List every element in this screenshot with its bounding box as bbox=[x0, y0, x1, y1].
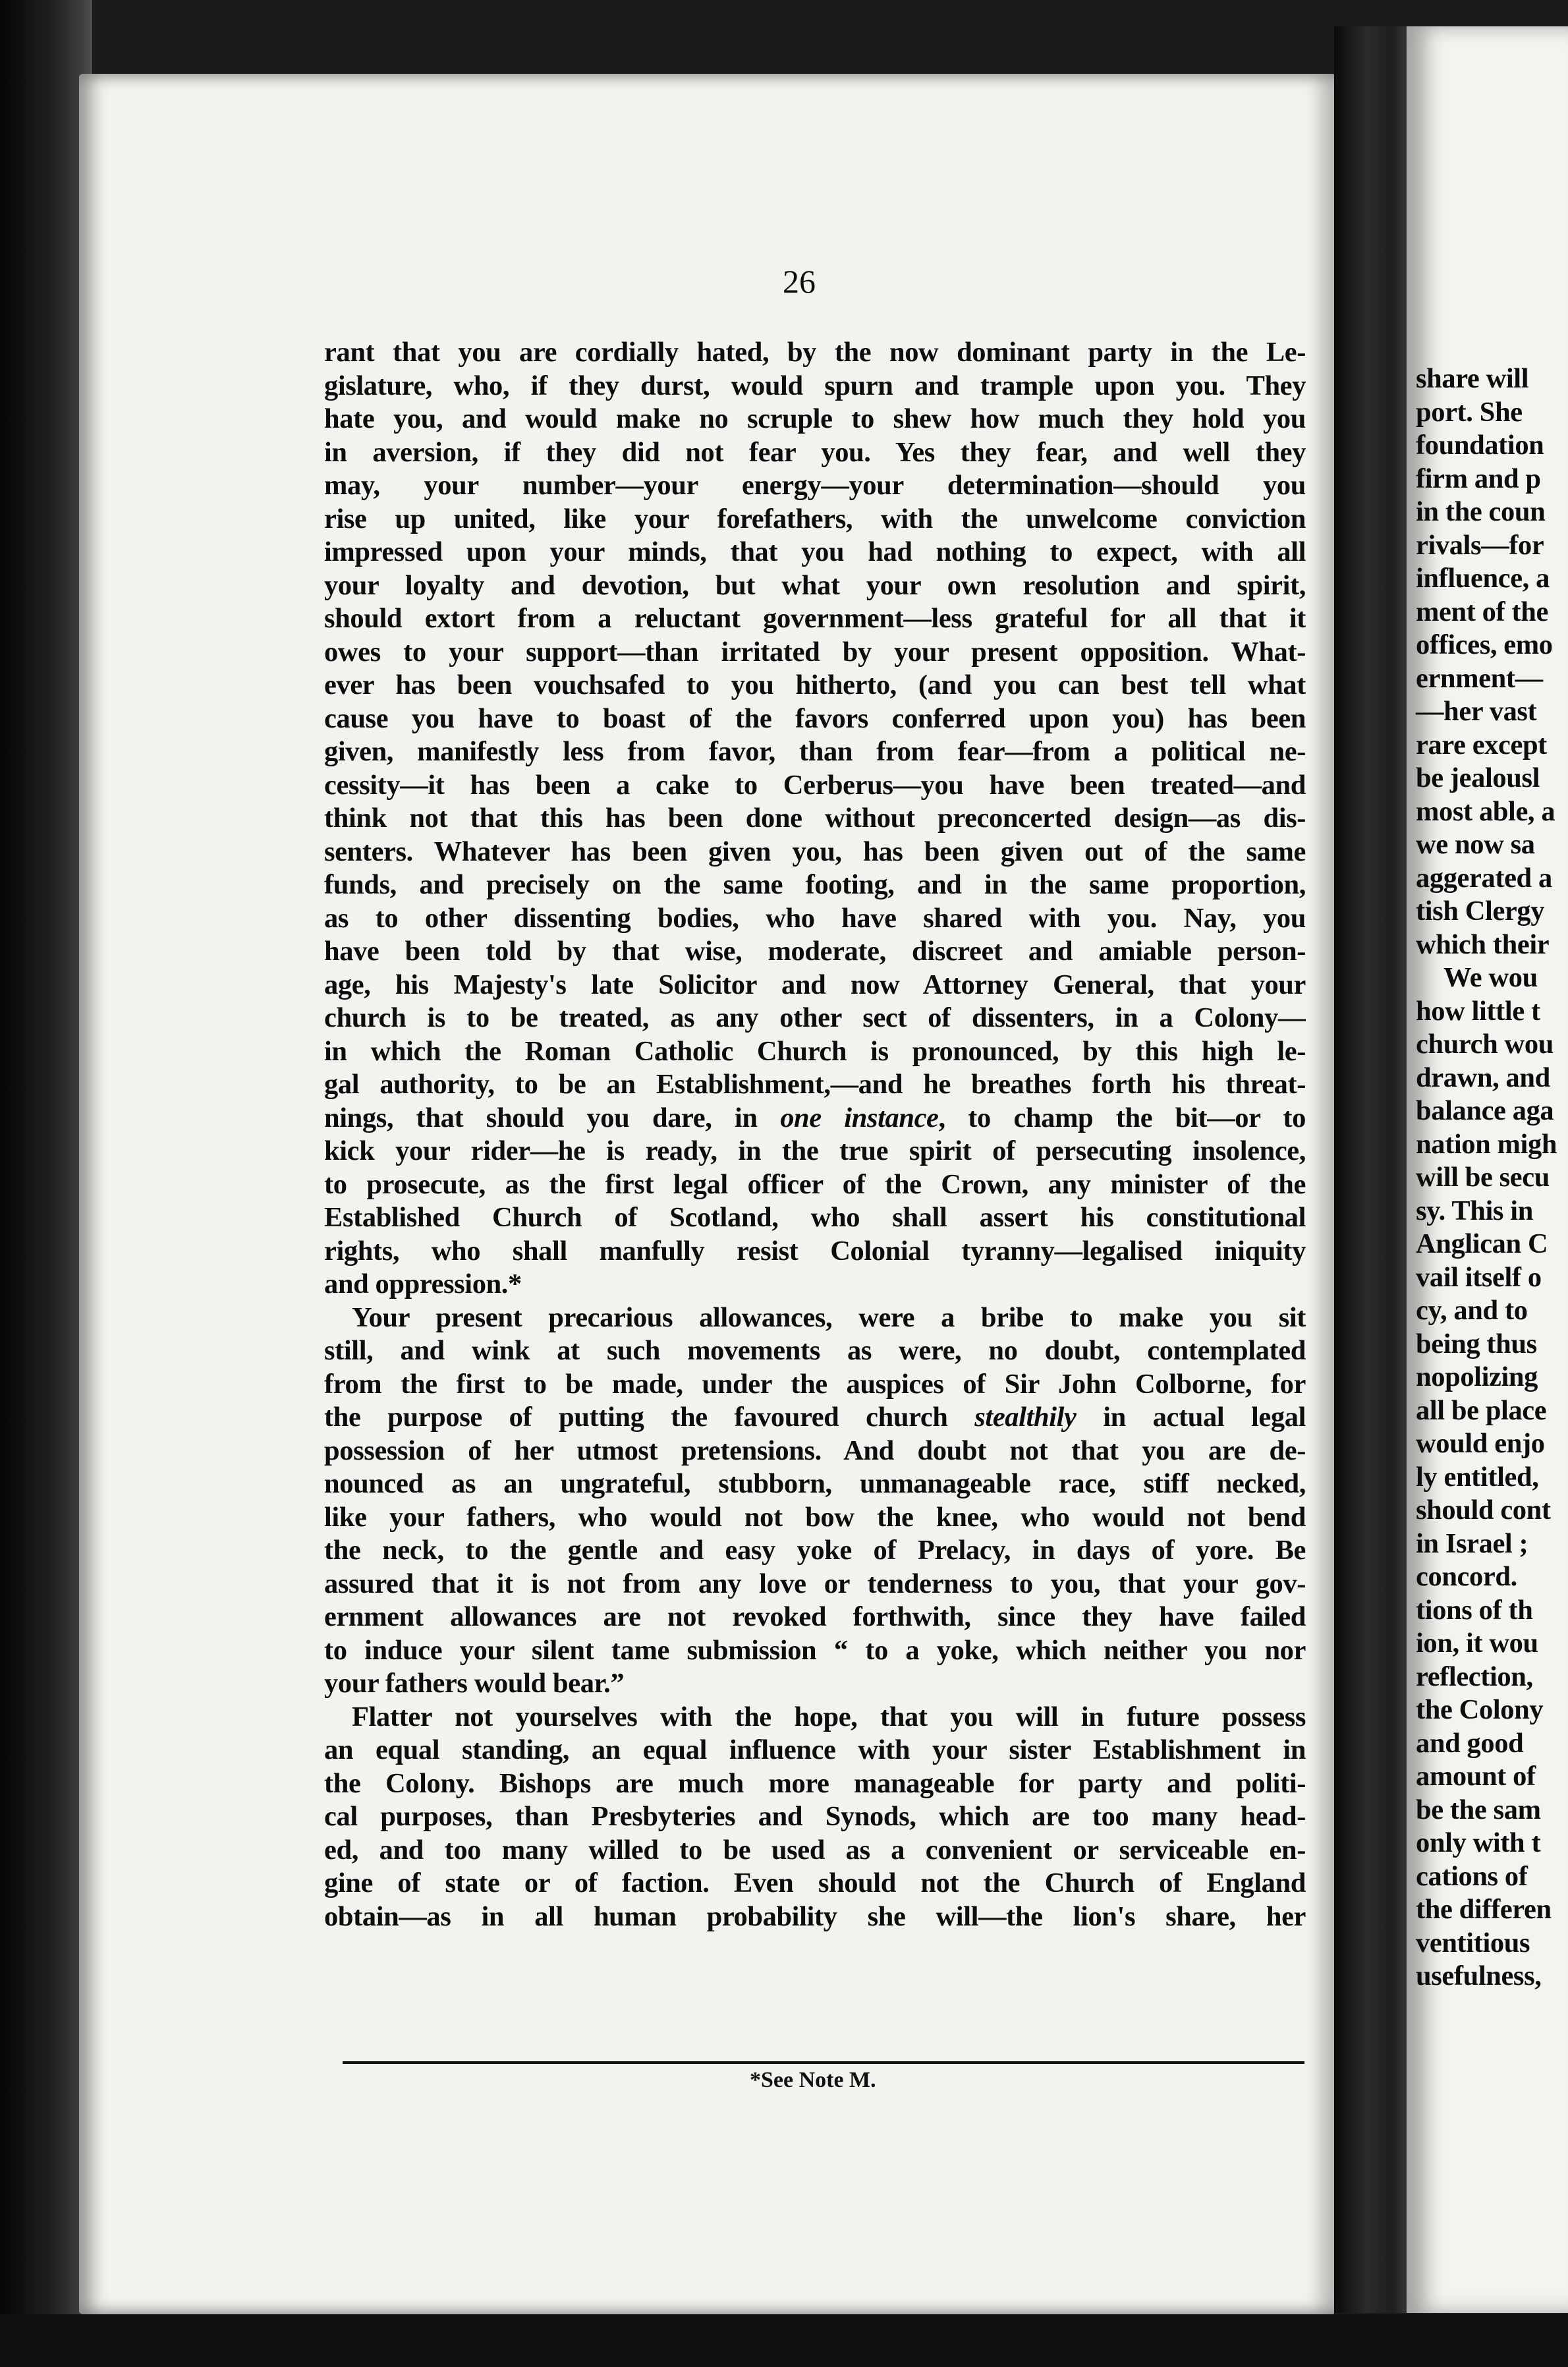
facing-text-line: ion, it wou bbox=[1416, 1628, 1538, 1659]
facing-text-line: We wou bbox=[1443, 962, 1538, 993]
facing-text-line: most able, a bbox=[1416, 795, 1555, 827]
footnote-rule bbox=[343, 2061, 1304, 2064]
facing-text-line: would enjo bbox=[1416, 1428, 1545, 1459]
facing-text-line: ment of the bbox=[1416, 596, 1548, 627]
text-line: the Colony. Bishops are much more manageable for party and politi- bbox=[324, 1767, 1306, 1799]
italic-text: one instance bbox=[780, 1102, 939, 1133]
facing-text-line: port. She bbox=[1416, 396, 1523, 428]
facing-text-line: vail itself o bbox=[1416, 1261, 1542, 1293]
text-line: Established Church of Scotland, who shall assert his constitutional bbox=[324, 1202, 1306, 1233]
text-line: ernment allowances are not revoked forthwith, since they have failed bbox=[324, 1601, 1306, 1632]
footnote: *See Note M. bbox=[750, 2068, 876, 2092]
facing-page-text bbox=[1416, 362, 1568, 1993]
facing-text-line: we now sa bbox=[1416, 829, 1535, 860]
facing-text-line: church wou bbox=[1416, 1029, 1554, 1060]
facing-text-line: reflection, bbox=[1416, 1661, 1533, 1692]
facing-text-line: how little t bbox=[1416, 995, 1540, 1027]
text-line: Flatter not yourselves with the hope, that you will in future possess bbox=[352, 1701, 1306, 1732]
facing-text-line: rare except bbox=[1416, 729, 1547, 760]
text-line: assured that it is not from any love or tenderness to you, that your gov- bbox=[324, 1568, 1306, 1599]
text-line: your fathers would bear.” bbox=[324, 1668, 625, 1699]
text-line: like your fathers, who would not bow the knee, who would not bend bbox=[324, 1501, 1306, 1533]
text-line: in aversion, if they did not fear you. Yes they fear, and well they bbox=[324, 436, 1306, 468]
text-line: church is to be treated, as any other sect of dissenters, in a Colony— bbox=[324, 1002, 1306, 1033]
text-line: possession of her utmost pretensions. And doubt not that you are de- bbox=[324, 1435, 1306, 1466]
text-line: should extort from a reluctant government—less grateful for all that it bbox=[324, 603, 1306, 634]
text-line: owes to your support—than irritated by your present opposition. What- bbox=[324, 636, 1306, 668]
facing-text-line: ventitious bbox=[1416, 1927, 1530, 1958]
facing-text-line: foundation bbox=[1416, 430, 1544, 461]
facing-text-line: nation migh bbox=[1416, 1128, 1557, 1160]
text-line: age, his Majesty's late Solicitor and now Attorney General, that your bbox=[324, 969, 1306, 1000]
text-line: nounced as an ungrateful, stubborn, unmanageable race, stiff necked, bbox=[324, 1468, 1306, 1499]
text-segment: in actual legal bbox=[1076, 1402, 1306, 1433]
facing-text-line: tions of th bbox=[1416, 1594, 1533, 1626]
text-line: gine of state or of faction. Even should not the Church of England bbox=[324, 1868, 1306, 1898]
text-line bbox=[324, 1401, 1306, 1435]
text-line: may, your number—your energy—your determination—should you bbox=[324, 470, 1306, 501]
text-line: gal authority, to be an Establishment,—and he breathes forth his threat- bbox=[324, 1069, 1306, 1100]
facing-text-line: be jealousl bbox=[1416, 762, 1540, 793]
facing-text-line: concord. bbox=[1416, 1561, 1517, 1592]
text-line: obtain—as in all human probability she will—the lion's share, her bbox=[324, 1900, 1306, 1932]
text-segment: , to champ the bit—or to bbox=[938, 1102, 1306, 1133]
facing-text-line: firm and p bbox=[1416, 463, 1541, 494]
text-line: rant that you are cordially hated, by the now dominant party in the Le- bbox=[324, 337, 1306, 368]
facing-text-line: sy. This in bbox=[1416, 1195, 1533, 1226]
text-line: and oppression.* bbox=[324, 1269, 522, 1299]
text-line: as to other dissenting bodies, who have shared with you. Nay, you bbox=[324, 902, 1306, 934]
facing-text-line: aggerated a bbox=[1416, 862, 1552, 894]
facing-text-line: cations of bbox=[1416, 1860, 1528, 1892]
text-line: senters. Whatever has been given you, has been given out of the same bbox=[324, 836, 1306, 867]
text-line: the neck, to the gentle and easy yoke of Prelacy, in days of yore. Be bbox=[324, 1535, 1306, 1566]
text-line: ed, and too many willed to be used as a convenient or serviceable en- bbox=[324, 1834, 1306, 1866]
facing-text-line: will be secu bbox=[1416, 1162, 1550, 1193]
scan-bottom-edge bbox=[0, 2314, 1568, 2367]
text-line: gislature, who, if they durst, would spurn and trample upon you. They bbox=[324, 370, 1306, 401]
facing-text-line: tish Clergy bbox=[1416, 896, 1545, 927]
text-line: have been told by that wise, moderate, discreet and amiable person- bbox=[324, 936, 1306, 967]
text-line: funds, and precisely on the same footing, and in the same proportion, bbox=[324, 869, 1306, 900]
text-line: think not that this has been done without preconcerted design—as dis- bbox=[324, 803, 1306, 834]
facing-text-line: usefulness, bbox=[1416, 1960, 1542, 1991]
facing-text-line: share will bbox=[1416, 363, 1529, 394]
text-line: rights, who shall manfully resist Colonial tyranny—legalised iniquity bbox=[324, 1235, 1306, 1267]
facing-text-line: —her vast bbox=[1416, 696, 1537, 727]
facing-text-line: and good bbox=[1416, 1727, 1524, 1759]
facing-text-line: balance aga bbox=[1416, 1095, 1554, 1126]
text-segment: nings, that should you dare, in bbox=[324, 1102, 781, 1133]
text-line: from the first to be made, under the auspices of Sir John Colborne, for bbox=[324, 1368, 1306, 1400]
facing-text-line: in Israel ; bbox=[1416, 1527, 1528, 1559]
text-line: hate you, and would make no scruple to shew how much they hold you bbox=[324, 403, 1306, 434]
text-line: kick your rider—he is ready, in the true spirit of persecuting insolence, bbox=[324, 1135, 1306, 1166]
facing-text-line: which their bbox=[1416, 928, 1550, 960]
facing-text-line: drawn, and bbox=[1416, 1062, 1550, 1093]
facing-text-line: ly entitled, bbox=[1416, 1461, 1539, 1493]
facing-text-line: should cont bbox=[1416, 1495, 1551, 1526]
book-gutter bbox=[1334, 26, 1416, 2313]
facing-text-line: ernment— bbox=[1416, 662, 1543, 694]
text-segment: the purpose of putting the favoured church bbox=[324, 1402, 975, 1433]
facing-text-line: all be place bbox=[1416, 1394, 1547, 1426]
text-line: impressed upon your minds, that you had nothing to expect, with all bbox=[324, 536, 1306, 567]
italic-text: stealthily bbox=[974, 1402, 1077, 1433]
body-text bbox=[324, 336, 1306, 1933]
text-line: given, manifestly less from favor, than from fear—from a political ne- bbox=[324, 736, 1306, 767]
text-line: cessity—it has been a cake to Cerberus—you have been treated—and bbox=[324, 769, 1306, 801]
facing-text-line: only with t bbox=[1416, 1827, 1541, 1858]
text-line: to induce your silent tame submission “ to a yoke, which neither you nor bbox=[324, 1634, 1306, 1666]
text-line: Your present precarious allowances, were a bribe to make you sit bbox=[352, 1301, 1306, 1333]
text-line bbox=[324, 1102, 1306, 1135]
facing-text-line: being thus bbox=[1416, 1328, 1537, 1359]
facing-text-line: cy, and to bbox=[1416, 1295, 1528, 1326]
text-line: an equal standing, an equal influence with your sister Establishment in bbox=[324, 1734, 1306, 1765]
facing-text-line: be the sam bbox=[1416, 1794, 1541, 1825]
text-line: still, and wink at such movements as were, no doubt, contemplated bbox=[324, 1335, 1306, 1366]
text-line: cause you have to boast of the favors conferred upon you) has been bbox=[324, 702, 1306, 734]
facing-text-line: offices, emo bbox=[1416, 629, 1553, 660]
text-line: in which the Roman Catholic Church is pronounced, by this high le- bbox=[324, 1035, 1306, 1067]
text-line: rise up united, like your forefathers, with the unwelcome conviction bbox=[324, 503, 1306, 534]
facing-text-line: nopolizing bbox=[1416, 1361, 1538, 1392]
facing-page bbox=[1407, 26, 1568, 2313]
facing-text-line: the differen bbox=[1416, 1894, 1552, 1925]
facing-text-line: the Colony bbox=[1416, 1694, 1544, 1725]
facing-text-line: influence, a bbox=[1416, 563, 1550, 594]
facing-text-line: amount of bbox=[1416, 1761, 1536, 1792]
text-line: to prosecute, as the first legal officer of the Crown, any minister of the bbox=[324, 1168, 1306, 1200]
facing-text-line: Anglican C bbox=[1416, 1228, 1548, 1259]
page-number: 26 bbox=[783, 263, 816, 300]
book-left-edge bbox=[0, 0, 92, 2367]
text-line: cal purposes, than Presbyteries and Synods, which are too many head- bbox=[324, 1801, 1306, 1832]
text-line: ever has been vouchsafed to you hitherto, (and you can best tell what bbox=[324, 670, 1306, 700]
facing-text-line: in the coun bbox=[1416, 496, 1546, 527]
text-line: your loyalty and devotion, but what your own resolution and spirit, bbox=[324, 569, 1306, 601]
facing-text-line: rivals—for bbox=[1416, 529, 1544, 561]
